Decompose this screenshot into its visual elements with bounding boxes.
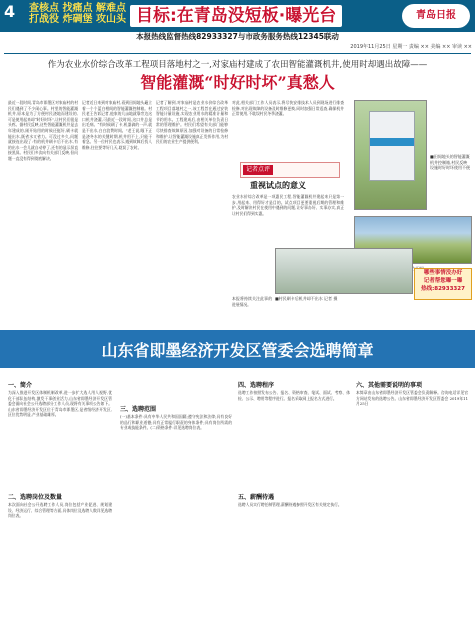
section-title: 目标:在青岛没短板·曝光台 (130, 5, 342, 27)
slogan (29, 3, 126, 25)
section-heading-4: 四、选聘程序 (238, 382, 275, 389)
section-body-3: (一)基本条件:具有中华人民共和国国籍;遵守宪法和法律;具有良好的品行和职业道德;具有正常履行职责的身体条件;具有岗位所需的专业或技能条件。(二)资格条件:详见选聘岗位表。 (120, 414, 232, 431)
hotline-badge-line-2: 记者帮您曝一曝 (423, 278, 463, 284)
commentary-box (240, 162, 340, 178)
villager-photo (275, 248, 413, 294)
hotline-badge (414, 268, 472, 300)
hotline-badge-line-3: 热线:82933327 (421, 286, 465, 292)
hotline-bar: 本报热线监督热线82933327与市政务服务热线12345联动 (136, 32, 339, 41)
story-headline: 智能灌溉“时好时坏”真愁人 (140, 73, 335, 92)
story-column-4: 对此,相关部门工作人员表示,将尽快安排技术人员到现场进行排查检修,对出现故障的设备及时维修更换,同时加强日常巡查,确保机井正常使用,不耽误村民冬季浇灌。 (232, 100, 344, 117)
section-body-2: 本次面向社会公开选聘工作人员,岗位包括产业促进、规划建设、经济运行、综合管理等方面,具体岗位及选聘人数详见选聘岗位表。 (8, 502, 112, 519)
control-cabinet-image (369, 111, 415, 181)
hotline-badge-line-1: 哪些事情没办好 (423, 270, 463, 276)
section-body-6: 本简章由山东省即墨经济开发区管委会负责解释。咨询电话详见官方网站发布的选聘公告。山东省即墨经济开发区管委会 2019年11月25日 (356, 390, 468, 407)
section-body-1: 为深入推进开发区体制机制改革,进一步扩大选人用人视野,优化干部队伍结构,激发干事创业活力,山东省即墨经济开发区管委会面向社会公开选聘部分工作人员,现将有关事项公告如下。山东省即墨经济开发区位于青岛市即墨区,是省级经济开发区,区位优势明显,产业基础雄厚。 (8, 390, 112, 418)
slogan-line-2: 打战役 炸碉堡 攻山头 (29, 14, 126, 25)
photo-caption-bottom: ■村民刷卡后机井却不出水 记者 摄 (275, 296, 338, 301)
section-heading-6: 六、其他需要说明的事项 (356, 382, 423, 389)
slogan-line-1: 查核点 找痛点 解难点 (29, 3, 126, 14)
section-heading-2: 二、选聘岗位及数量 (8, 494, 63, 501)
newspaper-logo: 青岛日报 (402, 4, 470, 28)
section-heading-1: 一、简介 (8, 382, 33, 389)
irrigation-cabinet-photo (354, 100, 427, 210)
divider (4, 53, 471, 54)
section-heading-5: 五、薪酬待遇 (238, 494, 275, 501)
section-body-4: 选聘工作按照发布公告、报名、资格审查、笔试、面试、考察、体检、公示、聘用等程序进行。报名采取网上报名方式进行。 (238, 390, 350, 401)
section-body-5: 选聘人员实行聘任制管理,薪酬待遇参照开发区有关规定执行。 (238, 502, 342, 507)
second-story-title: 山东省即墨经济开发区管委会选聘简章 (101, 341, 374, 360)
story-column-5: 本报将持续关注此事的进展情况。 (232, 296, 272, 307)
masthead (0, 0, 475, 32)
photo-caption-main: ■田间地头的智能灌溉机井控制箱,村民反映设施时好时坏使用不便 (430, 154, 470, 170)
story-column-3: 记者了解到,对家庙村是农业水价综合改革工程项目落地村之一,该工程旨在通过安装智能计量设施,实现农业用水的精准计量和节约用水。工程建成后,由相关单位负责日常的管理维护。村民们希望有关部门能够尽快排查故障原因,加强对设备的日常检修和维护,让智能灌溉设施真正发挥作用,为村民们的农业生产提供便利。 (156, 100, 228, 145)
commentary-body: 农业水价综合改革是一项惠民工程,智能灌溉机井建起来只是第一步,用起来、用得好才是目的。试点项目更要重视后期的管理和维护,及时解决村民在使用中遇到的问题,让好事办好、实事办实,真正让村民们得到实惠。 (232, 194, 344, 216)
section-heading-3: 三、选聘范围 (120, 406, 157, 413)
commentary-title: 重视试点的意义 (250, 180, 306, 190)
story-column-2: 记者近日来到对家庙村,看到田间地头矗立着一个个蓝白相间的智能灌溉控制箱。村民老王告诉记者,他家的几亩地就靠旁边这口机井浇灌,可最近一段时间,这口井总是出毛病。“有时候刷了卡,机器滴的一声,就是不出水,白白浪费时间。”老王说,眼下正是浇冬水的关键时期,机井用不上,只能干着急。另一位村民也表示,遇到故障后找人维修,往往要等好几天,耽误了农时。 (82, 100, 152, 150)
edition-info: 2019年11月25日 星期一 责编 ×× 美编 ×× 审读 ×× (350, 44, 472, 50)
page-number: 4 (4, 2, 16, 21)
commentary-tag: 记者点评 (243, 165, 273, 175)
story-kicker: 作为农业水价综合改革工程项目落地村之一,对家庙村建成了农田智能灌溉机井,使用时却遇出故障—— (47, 60, 428, 70)
story-column-1: 最近一段时间,青岛市即墨区对家庙村的村民们遇到了不少闹心事。村里的智能灌溉机井,原本是为了方便村民浇地而建设的,可是使用起来却“时好时坏”,让村民们很是头疼。据村民反映,这些智能灌溉机井是去年建成的,刚开始用的时候还挺好,刷卡就能出水,既省水又省力。可没过多久,问题就接连出现了:有的机井刷卡后不出水,有的出水一会儿就自动停了,还有的显示屏直接黑屏。村民们多次向有关部门反映,但问题一直没有得到彻底解决。 (8, 100, 78, 161)
